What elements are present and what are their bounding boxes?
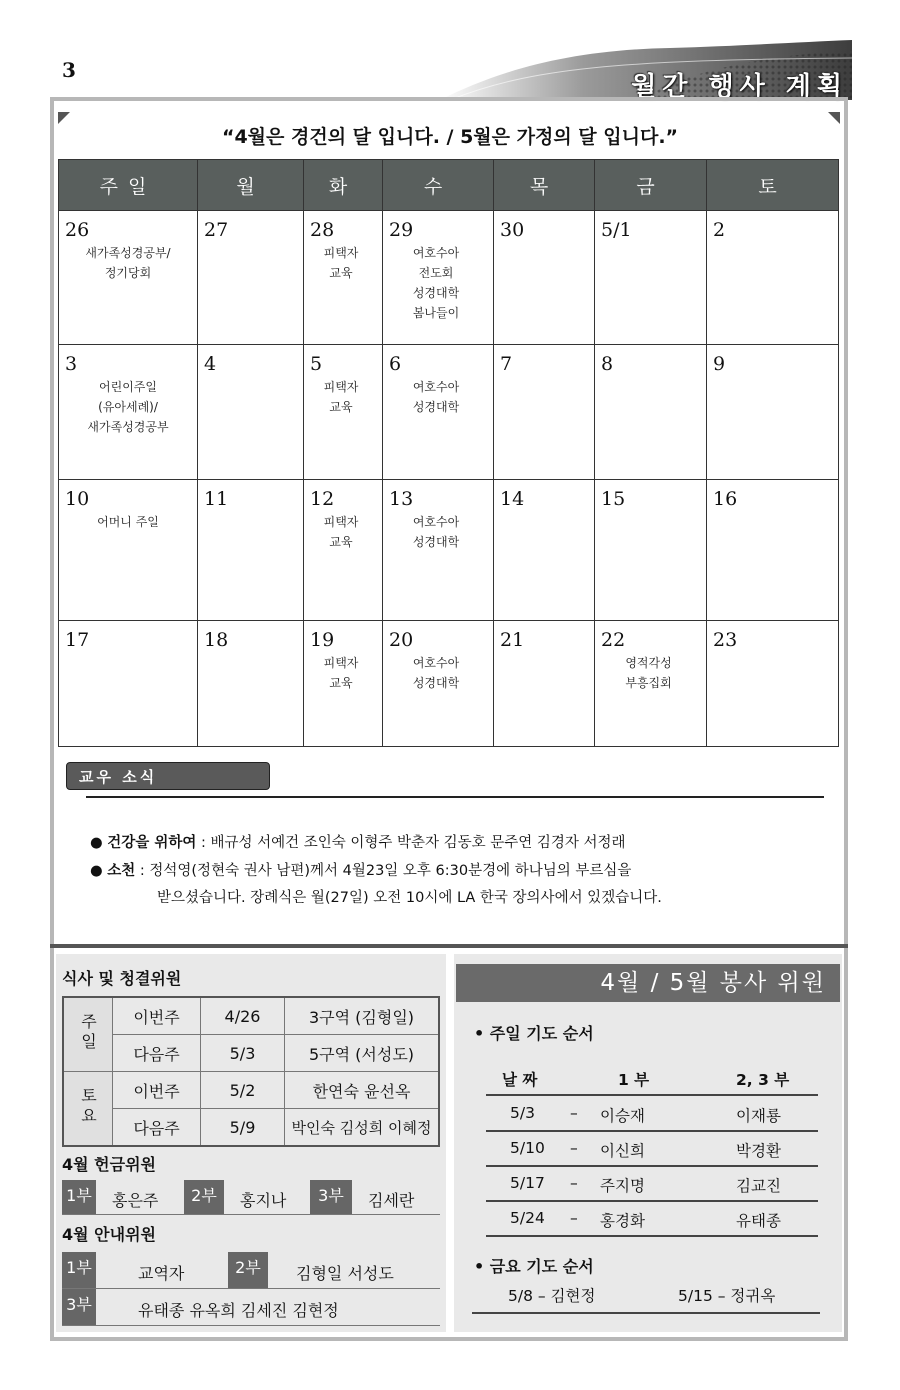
calendar-day-cell: [304, 480, 383, 621]
calendar-day-cell: [59, 621, 198, 747]
calendar-day-cell: [198, 621, 304, 747]
date-cell: 5/2: [201, 1072, 285, 1109]
calendar-week-row: [59, 480, 839, 621]
day-number: 13: [389, 488, 414, 510]
prayer-date: 5/24: [510, 1209, 545, 1227]
meal-cleaning-title: 식사 및 청결위원: [62, 969, 182, 988]
day-number: 15: [601, 488, 626, 510]
calendar-day-cell: [198, 480, 304, 621]
header-title: 월간 행사 계획: [631, 72, 848, 102]
calendar-day-cell: [707, 211, 839, 345]
prayer-p1: 홍경화: [600, 1212, 645, 1230]
calendar-day-cell: [198, 345, 304, 480]
news-text-continued: 받으셨습니다. 장례식은 월(27일) 오전 10시에 LA 한국 장의사에서 있겠습니다.: [157, 890, 662, 906]
part-badge: 3부: [62, 1289, 96, 1325]
day-number: 27: [204, 219, 229, 241]
day-number: 20: [389, 629, 414, 651]
section-separator: [50, 944, 848, 948]
usher-name: 교역자: [138, 1264, 185, 1283]
calendar-day-cell: [383, 621, 494, 747]
group-label-text: 주일: [78, 1012, 98, 1053]
news-divider: [86, 796, 824, 798]
monthly-motto: “4월은 경건의 달 입니다. / 5월은 가정의 달 입니다.”: [221, 126, 679, 148]
day-event: 부흥집회: [625, 676, 672, 690]
part-badge: 3부: [310, 1180, 352, 1214]
usher-row: [62, 1289, 440, 1326]
day-event: 정기당회: [104, 266, 152, 280]
offering-title: 4월 헌금위원: [62, 1155, 156, 1174]
day-number: 18: [204, 629, 229, 651]
week-cell: 이번주: [113, 1072, 201, 1109]
news-item-health: ● 건강을 위하여 : 배규성 서예건 조인숙 이형주 박춘자 김동호 문주연 김경자 서정래: [90, 835, 626, 851]
day-event: 피택자: [323, 515, 359, 529]
calendar-day-cell: [304, 211, 383, 345]
prayer-dash: –: [570, 1104, 578, 1122]
day-event: 피택자: [323, 380, 359, 394]
day-event: (유아세례)/: [98, 400, 158, 414]
day-number: 5/1: [601, 219, 632, 241]
calendar-day-cell: [707, 480, 839, 621]
prayer-dash: –: [570, 1139, 578, 1157]
calendar-day-cell: [383, 345, 494, 480]
day-number: 2: [713, 219, 726, 241]
church-news-header: 교우 소식: [66, 762, 270, 790]
day-event: 피택자: [323, 246, 359, 260]
prayer-date: 5/10: [510, 1139, 545, 1157]
usher-title: 4월 안내위원: [62, 1225, 156, 1244]
who-cell: 박인숙 김성희 이혜정: [285, 1109, 440, 1147]
day-number: 9: [713, 353, 726, 375]
calendar-day-cell: [383, 480, 494, 621]
day-event: 성경대학: [412, 400, 460, 414]
news-text: : 배규성 서예건 조인숙 이형주 박춘자 김동호 문주연 김경자 서정래: [196, 835, 626, 851]
calendar-week-row: [59, 345, 839, 480]
day-number: 30: [500, 219, 525, 241]
who-cell: 5구역 (서성도): [285, 1035, 440, 1072]
day-number: 19: [310, 629, 335, 651]
day-number: 17: [65, 629, 90, 651]
calendar-day-cell: [595, 621, 707, 747]
prayer-date: 5/3: [510, 1104, 535, 1122]
who-cell: 한연숙 윤선옥: [285, 1072, 440, 1109]
offering-name: 홍은주: [112, 1191, 159, 1210]
day-number: 11: [204, 488, 229, 510]
day-event: 어린이주일: [99, 380, 157, 394]
calendar-day-cell: [595, 211, 707, 345]
friday-prayer-item: 5/15 – 정귀옥: [678, 1287, 776, 1305]
calendar-day-cell: [59, 345, 198, 480]
friday-prayer-row: [472, 1282, 820, 1314]
news-label: 소천: [107, 863, 136, 879]
prayer-dash: –: [570, 1174, 578, 1192]
offering-row: [62, 1180, 440, 1215]
day-event: 여호수아: [412, 246, 460, 260]
prayer-dash: –: [570, 1209, 578, 1227]
prayer-p1: 주지명: [600, 1177, 645, 1195]
day-number: 10: [65, 488, 90, 510]
day-event: 여호수아: [412, 380, 460, 394]
who-cell: 3구역 (김형일): [285, 997, 440, 1035]
day-event: 새가족성경공부: [87, 420, 169, 434]
weekday-header: 목: [494, 160, 595, 211]
weekday-header: 화: [304, 160, 383, 211]
day-number: 21: [500, 629, 525, 651]
calendar-day-cell: [304, 621, 383, 747]
prayer-p23: 박경환: [736, 1142, 781, 1160]
day-event: 봄나들이: [412, 306, 460, 320]
calendar-day-cell: [494, 345, 595, 480]
service-title: 4월 / 5월 봉사 위원: [456, 964, 840, 1002]
prayer-p23: 김교진: [736, 1177, 781, 1195]
calendar-day-cell: [494, 621, 595, 747]
news-text: : 정석영(정현숙 권사 남편)께서 4월23일 오후 6:30분경에 하나님의 부르심을: [135, 863, 632, 879]
calendar-day-cell: [198, 211, 304, 345]
date-cell: 5/9: [201, 1109, 285, 1147]
day-event: 새가족성경공부/: [85, 246, 171, 260]
prayer-row: [486, 1166, 818, 1202]
news-item-death: ● 소천 : 정석영(정현숙 권사 남편)께서 4월23일 오후 6:30분경에 하나님의 부르심을: [90, 863, 632, 879]
usher-row: [62, 1252, 440, 1289]
weekday-header: 월: [198, 160, 304, 211]
day-number: 7: [500, 353, 513, 375]
prayer-row: [486, 1131, 818, 1167]
offering-name: 홍지나: [240, 1191, 287, 1210]
prayer-header-row: [486, 1060, 818, 1096]
calendar-week-row: [59, 621, 839, 747]
calendar-day-cell: [595, 480, 707, 621]
day-number: 12: [310, 488, 335, 510]
week-cell: 다음주: [113, 1109, 201, 1147]
day-number: 22: [601, 629, 626, 651]
date-cell: 5/3: [201, 1035, 285, 1072]
day-event: 영적각성: [625, 656, 672, 670]
part-badge: 1부: [62, 1180, 96, 1214]
group-label-text: 토요: [78, 1086, 98, 1127]
table-row: [63, 1109, 439, 1147]
day-event: 성경대학: [412, 535, 460, 549]
day-event: 교육: [329, 266, 353, 280]
calendar-day-cell: [707, 621, 839, 747]
col-header-part1: 1 부: [618, 1071, 650, 1089]
day-event: 어머니 주일: [97, 515, 159, 529]
table-row: [63, 1035, 439, 1072]
day-event: 여호수아: [412, 656, 460, 670]
usher-name: 김형일 서성도: [296, 1264, 394, 1283]
calendar-week-row: [59, 211, 839, 345]
col-header-part23: 2, 3 부: [736, 1071, 790, 1089]
prayer-row: [486, 1201, 818, 1237]
prayer-p1: 이승재: [600, 1107, 645, 1125]
day-event: 여호수아: [412, 515, 460, 529]
calendar-day-cell: [494, 211, 595, 345]
prayer-row: [486, 1096, 818, 1132]
week-cell: 이번주: [113, 997, 201, 1035]
day-number: 5: [310, 353, 323, 375]
day-number: 14: [500, 488, 525, 510]
table-row: [63, 997, 439, 1035]
news-label: 건강을 위하여: [107, 835, 197, 851]
friday-prayer-item: 5/8 – 김현정: [508, 1287, 596, 1305]
monthly-calendar: [58, 159, 839, 747]
group-label: [63, 997, 113, 1072]
sunday-prayer-title: • 주일 기도 순서: [474, 1024, 594, 1043]
part-badge: 1부: [62, 1252, 96, 1288]
day-number: 8: [601, 353, 614, 375]
part-badge: 2부: [228, 1252, 268, 1288]
prayer-p1: 이신희: [600, 1142, 645, 1160]
day-number: 4: [204, 353, 217, 375]
prayer-p23: 이재룡: [736, 1107, 781, 1125]
calendar-day-cell: [494, 480, 595, 621]
meal-cleaning-table: [62, 996, 440, 1147]
day-number: 16: [713, 488, 738, 510]
day-number: 3: [65, 353, 78, 375]
day-event: 교육: [329, 676, 353, 690]
day-number: 6: [389, 353, 402, 375]
weekday-header: 수: [383, 160, 494, 211]
prayer-p23: 유태종: [736, 1212, 781, 1230]
day-number: 28: [310, 219, 335, 241]
day-event: 성경대학: [412, 286, 460, 300]
week-cell: 다음주: [113, 1035, 201, 1072]
col-header-date: 날 짜: [502, 1071, 538, 1089]
part-badge: 2부: [184, 1180, 224, 1214]
calendar-day-cell: [707, 345, 839, 480]
day-number: 26: [65, 219, 90, 241]
day-event: 성경대학: [412, 676, 460, 690]
group-label: [63, 1072, 113, 1147]
prayer-date: 5/17: [510, 1174, 545, 1192]
calendar-day-cell: [383, 211, 494, 345]
day-event: 교육: [329, 535, 353, 549]
date-cell: 4/26: [201, 997, 285, 1035]
calendar-day-cell: [59, 480, 198, 621]
page-number: 3: [62, 58, 76, 82]
day-event: 교육: [329, 400, 353, 414]
calendar-day-cell: [595, 345, 707, 480]
table-row: [63, 1072, 439, 1109]
weekday-header: 금: [595, 160, 707, 211]
calendar-day-cell: [304, 345, 383, 480]
calendar-day-cell: [59, 211, 198, 345]
day-event: 전도회: [418, 266, 454, 280]
usher-name: 유태종 유옥희 김세진 김현정: [138, 1301, 339, 1320]
weekday-header: 토: [707, 160, 839, 211]
friday-prayer-title: • 금요 기도 순서: [474, 1257, 594, 1276]
weekday-header: 주일: [59, 160, 198, 211]
day-number: 29: [389, 219, 414, 241]
day-number: 23: [713, 629, 738, 651]
calendar-weekday-row: [59, 160, 839, 211]
offering-name: 김세란: [368, 1191, 415, 1210]
day-event: 피택자: [323, 656, 359, 670]
